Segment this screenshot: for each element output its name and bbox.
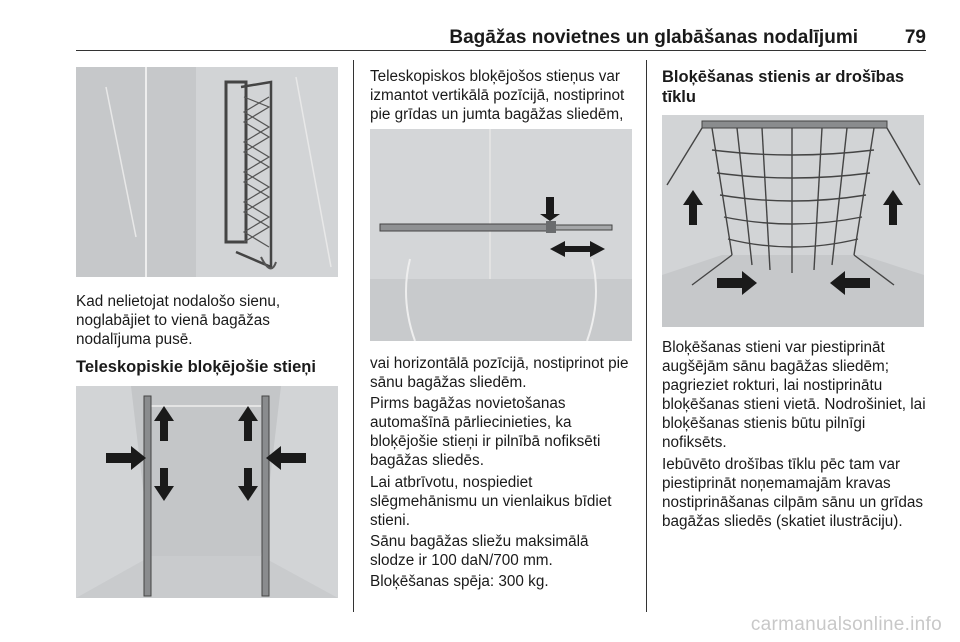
safety-net-illustration: [662, 115, 924, 327]
bar-mount-paragraph: Bloķēšanas stieni var piestiprināt augšējām sānu bagāžas sliedēm; pagrieziet rokturi, lai nostiprinātu bloķēšanas stieni vietā. Nodrošiniet, lai bloķēšanas stienis būtu pilnīgi nofiksēts.: [662, 339, 926, 451]
horizontal-bar-illustration: [370, 129, 632, 341]
max-load-paragraph: Sānu bagāžas sliežu maksimālā slodze ir 100 daN/700 mm.: [370, 533, 589, 569]
column-divider-1: [353, 60, 354, 612]
net-mount-paragraph: Iebūvēto drošības tīklu pēc tam var piestiprināt noņemamajām kravas nostiprināšanas cilpām sānu un grīdas bagāžas sliedēs (skatiet ilustrāciju).: [662, 456, 924, 530]
watermark: carmanualsonline.info: [750, 614, 942, 635]
column-divider-2: [646, 60, 647, 612]
page-number: 79: [904, 27, 926, 48]
section-title: Bagāžas novietnes un glabāšanas nodalījumi: [449, 27, 858, 48]
page-header: [76, 20, 926, 51]
release-paragraph: Lai atbrīvotu, nospiediet slēgmehānismu un vienlaikus bīdiet stieni.: [370, 474, 612, 529]
locking-capacity-paragraph: Bloķēšanas spēja: 300 kg.: [370, 573, 549, 590]
telescopic-bars-heading: Teleskopiskie bloķējošie stieņi: [76, 358, 316, 376]
safety-net-heading: Bloķēšanas stienis ar drošības tīklu: [662, 68, 905, 106]
horizontal-use-paragraph: vai horizontālā pozīcijā, nostiprinot pie sānu bagāžas sliedēm.: [370, 355, 629, 391]
partition-wall-illustration: [76, 67, 338, 277]
storage-paragraph: Kad nelietojat nodalošo sienu, noglabājiet to vienā bagāžas nodalījuma pusē.: [76, 293, 281, 348]
vertical-use-paragraph: Teleskopiskos bloķējošos stieņus var izmantot vertikālā pozīcijā, nostiprinot pie grīdas un jumta bagāžas sliedēm,: [370, 68, 625, 123]
locking-check-paragraph: Pirms bagāžas novietošanas automašīnā pārliecinieties, ka bloķējošie stieņi ir pilnībā nofiksēti bagāžas sliedēs.: [370, 395, 601, 469]
telescopic-bars-illustration: [76, 386, 338, 598]
